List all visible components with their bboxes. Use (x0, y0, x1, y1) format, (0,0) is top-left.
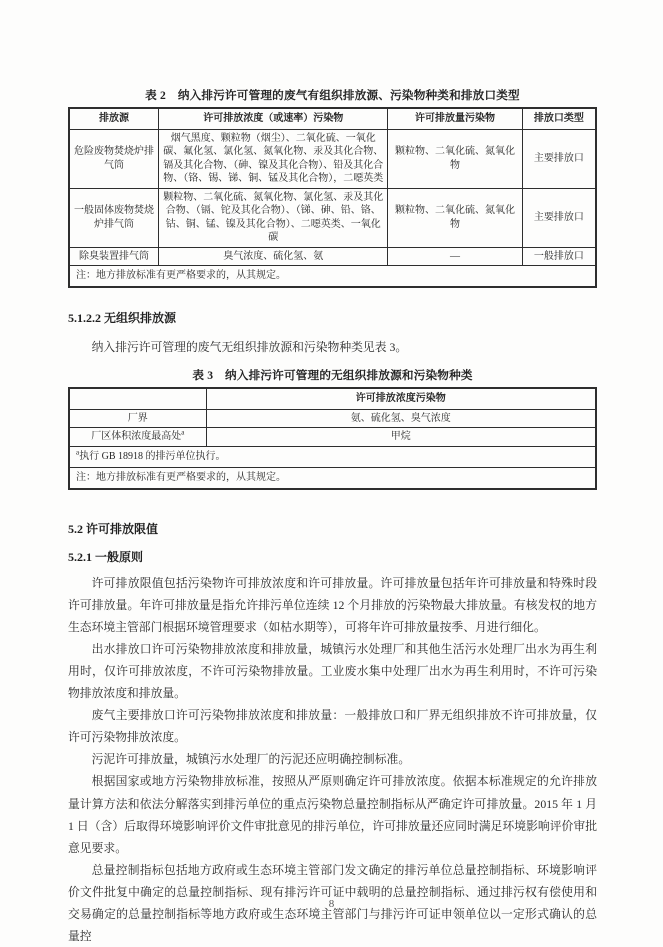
table-2-header-concentration-pollutants: 许可排放浓度（或速率）污染物 (159, 108, 388, 129)
table-2-header-outlet-type: 排放口类型 (522, 108, 596, 129)
fugitive-source-text: 厂区体积浓度最高处 (91, 431, 182, 443)
footnote-text: 执行 GB 18918 的排污单位执行。 (79, 450, 226, 462)
emission-source-cell: 危险废物焚烧炉排气筒 (69, 129, 159, 188)
concentration-pollutants-cell: 烟气黑度、颗粒物（烟尘）、二氧化硫、一氧化碳、氟化氢、氯化氢、氮氧化物、汞及其化合物、镉及其化合物、（砷、镍及其化合物）、铅及其化合物、（铬、锡、锑、铜、锰及其化合物），二噁英类 (159, 129, 388, 188)
outlet-type-cell: 一般排放口 (522, 247, 596, 266)
fugitive-pollutants-cell: 甲烷 (206, 428, 596, 447)
table-3-header-row (69, 388, 596, 409)
table-row (69, 129, 596, 188)
paragraph: 许可排放限值包括污染物许可排放浓度和许可排放量。许可排放量包括年许可排放量和特殊时段许可排放量。年许可排放量是指允许排污单位连续 12 个月排放的污染物最大排放量。有核发权的地方生态环境主管部门根据环境管理要求（如枯水期等），可将年许可排放量按季、月进行细化。 (68, 575, 597, 634)
fugitive-pollutants-cell: 氨、硫化氢、臭气浓度 (206, 409, 596, 428)
table-2-header-row (69, 108, 596, 129)
table-row (69, 428, 596, 447)
fugitive-source-cell (69, 428, 206, 447)
table-3-header-empty (69, 388, 206, 409)
quantity-pollutants-cell: — (388, 247, 522, 266)
section-heading-5-1-2-2: 5.1.2.2 无组织排放源 (68, 311, 177, 325)
page-number: 8 (328, 898, 335, 910)
paragraph-see-table-3: 纳入排污许可管理的废气无组织排放源和污染物种类见表 3。 (91, 340, 408, 354)
page-content (68, 0, 597, 947)
table-3-header-concentration-pollutants: 许可排放浓度污染物 (206, 388, 596, 409)
fugitive-source-cell: 厂界 (69, 409, 206, 428)
table-2-organized-emission-sources (68, 107, 597, 288)
outlet-type-cell: 主要排放口 (522, 129, 596, 188)
table-row (69, 188, 596, 247)
concentration-pollutants-cell: 颗粒物、二氧化硫、氮氧化物、氯化氢、汞及其化合物、（镉、铊及其化合物）、（锑、砷、铅、铬、钴、铜、锰、镍及其化合物）、二噁英类、一氧化碳 (159, 188, 388, 247)
table-3-title: 表 3 纳入排污许可管理的无组织排放源和污染物种类 (192, 369, 473, 383)
paragraph: 废气主要排放口许可污染物排放浓度和排放量：一般排放口和厂界无组织排放不许可排放量，仅许可污染物排放浓度。 (68, 708, 597, 745)
table-row (69, 409, 596, 428)
table-footnote-row (69, 446, 596, 467)
emission-source-cell: 除臭装置排气筒 (69, 247, 159, 266)
table-2-header-quantity-pollutants: 许可排放量污染物 (388, 108, 522, 129)
table-3-note: 注：地方排放标准有更严格要求的，从其规定。 (69, 467, 596, 489)
table-3-footnote (69, 446, 596, 467)
table-2-header-source: 排放源 (69, 108, 159, 129)
section-heading-5-2: 5.2 许可排放限值 (68, 521, 159, 536)
table-2-title: 表 2 纳入排污许可管理的废气有组织排放源、污染物种类和排放口类型 (145, 89, 520, 102)
concentration-pollutants-cell: 臭气浓度、硫化氢、氨 (159, 247, 388, 266)
paragraph: 根据国家或地方污染物排放标准，按照从严原则确定许可排放浓度。依据本标准规定的允许排放量计算方法和依法分解落实到排污单位的重点污染物总量控制指标从严确定许可排放量。2015 年 1 月 1 日（含）后取得环境影响评价文件审批意见的排污单位，许可排放量还应同时满足环境影响评价审批意见要求。 (68, 774, 597, 855)
emission-source-cell: 一般固体废物焚烧炉排气筒 (69, 188, 159, 247)
table-3-fugitive-emission-sources (68, 387, 597, 490)
paragraph: 出水排放口许可污染物排放浓度和排放量，城镇污水处理厂和其他生活污水处理厂出水为再生利用时，仅许可排放浓度，不许可污染物排放量。工业废水集中处理厂出水为再生利用时，不许可污染物排放浓度和排放量。 (68, 641, 597, 701)
quantity-pollutants-cell: 颗粒物、二氧化硫、氮氧化物 (388, 188, 522, 247)
quantity-pollutants-cell: 颗粒物、二氧化硫、氮氧化物 (388, 129, 522, 188)
paragraph: 污泥许可排放量，城镇污水处理厂的污泥还应明确控制标准。 (91, 752, 411, 767)
table-row (69, 247, 596, 266)
outlet-type-cell: 主要排放口 (522, 188, 596, 247)
footnote-marker: a (181, 428, 185, 437)
section-5-2-1-body (68, 572, 597, 947)
table-note-row (69, 467, 596, 489)
paragraph: 总量控制指标包括地方政府或生态环境主管部门发文确定的排污单位总量控制指标、环境影响评价文件批复中确定的总量控制指标、现有排污许可证中载明的总量控制指标、通过排污权有偿使用和交易确定的总量控制指标等地方政府或生态环境主管部门与排污许可证申领单位以一定形式确认的总量控 (68, 862, 597, 944)
table-note-row (69, 266, 596, 288)
section-heading-5-2-1: 5.2.1 一般原则 (68, 549, 144, 564)
table-2-note: 注：地方排放标准有更严格要求的，从其规定。 (69, 266, 596, 288)
footnote-marker: a (76, 448, 80, 457)
